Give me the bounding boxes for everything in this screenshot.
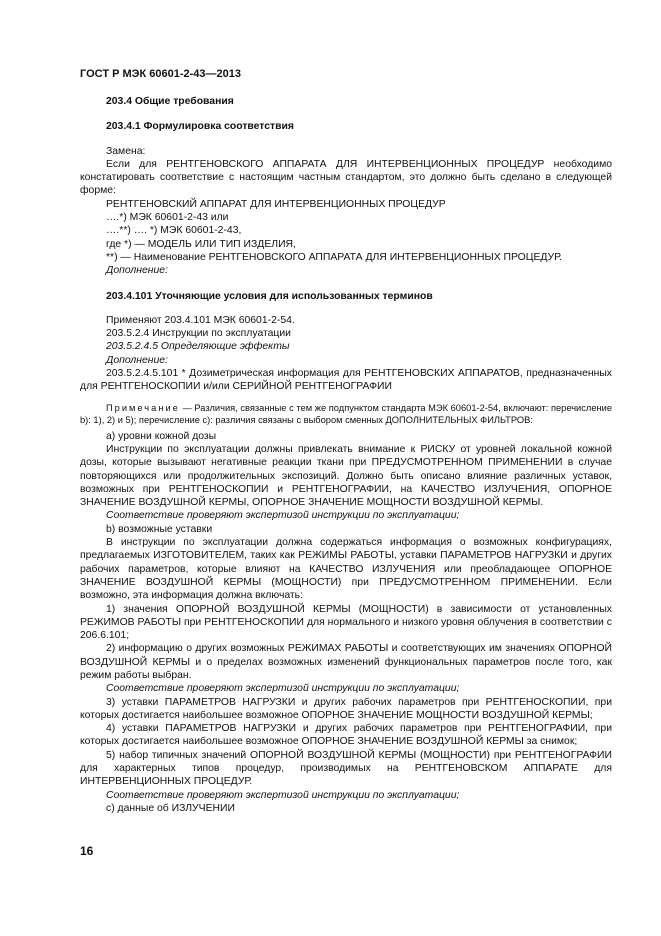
paragraph: Замена: [106,145,146,157]
heading-203-4-1: 203.4.1 Формулировка соответствия [106,121,294,133]
sub-list-item: 5) набор типичных значений ОПОРНОЙ ВОЗДУШНОЙ КЕРМЫ (МОЩНОСТИ) при РЕНТГЕНОГРАФИИ для характерных типов процедур, производимых на РЕНТГЕНОВСКОМ АППАРАТЕ для ИНТЕРВЕНЦИОННЫХ ПРОЦЕДУР. [80,749,612,788]
paragraph: ….*) МЭК 60601-2-43 или [106,212,229,224]
paragraph: 203.5.2.4 Инструкции по эксплуатации [106,328,291,340]
page-body [80,95,612,815]
running-header: ГОСТ Р МЭК 60601-2-43—2013 [80,68,241,80]
paragraph: РЕНТГЕНОВСКИЙ АППАРАТ ДЛЯ ИНТЕРВЕНЦИОННЫХ ПРОЦЕДУР [106,198,446,210]
list-item-title: а) уровни кожной дозы [106,430,217,442]
paragraph-italic: Дополнение: [106,265,168,277]
paragraph: **) — Наименование РЕНТГЕНОВСКОГО АППАРАТА ДЛЯ ИНТЕРВЕНЦИОННЫХ ПРОЦЕДУР. [106,251,562,263]
paragraph: Инструкции по эксплуатации должны привлекать внимание к РИСКУ от уровней локальной кожной дозы, которые вызывают негативные реакции ткани при ПРЕДУСМОТРЕННОМ ПРИМЕНЕНИИ в случае повторяющихся или продолжительных экспозиций. Должно быть описано влияние различных уставок, возможных при РЕНТГЕНОСКОПИИ и РЕНТГЕНОГРАФИИ, на КАЧЕСТВО ИЗЛУЧЕНИЯ, ОПОРНОЕ ЗНАЧЕНИЕ ВОЗДУШНОЙ КЕРМЫ, ОПОРНОЕ ЗНАЧЕНИЕ МОЩНОСТИ ВОЗДУШНОЙ КЕРМЫ. [80,443,612,509]
paragraph: Если для РЕНТГЕНОВСКОГО АППАРАТА ДЛЯ ИНТЕРВЕНЦИОННЫХ ПРОЦЕДУР необходимо констатировать соответствие с настоящим частным стандартом, это должно быть сделано в следующей форме: [80,158,612,197]
heading-203-4: 203.4 Общие требования [106,96,234,107]
sub-list-item: 3) уставки ПАРАМЕТРОВ НАГРУЗКИ и других рабочих параметров при РЕНТГЕНОСКОПИИ, при которых достигается наибольшее возможное ОПОРНОЕ ЗНАЧЕНИЕ МОЩНОСТИ ВОЗДУШНОЙ КЕРМЫ; [80,696,612,721]
page-number: 16 [80,844,94,858]
compliance-note: Соответствие проверяют экспертизой инструкции по эксплуатации; [106,789,460,801]
paragraph: В инструкции по эксплуатации должна содержаться информация о возможных конфигурациях, предлагаемых ИЗГОТОВИТЕЛЕМ, таких как РЕЖИМЫ РАБОТЫ, уставки ПАРАМЕТРОВ НАГРУЗКИ и других рабочих параметров, которые влияют на КАЧЕСТВО ИЗЛУЧЕНИЯ или преобладающее ОПОРНОЕ ЗНАЧЕНИЕ ВОЗДУШНОЙ КЕРМЫ (МОЩНОСТИ) при ПРЕДУСМОТРЕННОМ ПРИМЕНЕНИИ. Если возможно, эта информация должна включать: [80,537,612,602]
paragraph: Применяют 203.4.101 МЭК 60601-2-54. [106,314,295,326]
note [80,402,612,426]
sub-list-item: 1) значения ОПОРНОЙ ВОЗДУШНОЙ КЕРМЫ (МОЩНОСТИ) в зависимости от установленных РЕЖИМОВ РАБОТЫ при РЕНТГЕНОСКОПИИ для нормального и низкого уровня облучения в соответствии с 206.6.101; [80,603,612,642]
compliance-note: Соответствие проверяют экспертизой инструкции по эксплуатации; [106,510,460,522]
sub-list-item: 4) уставки ПАРАМЕТРОВ НАГРУЗКИ и других рабочих параметров при РЕНТГЕНОГРАФИИ, при которых достигается наибольшее возможное ОПОРНОЕ ЗНАЧЕНИЕ ВОЗДУШНОЙ КЕРМЫ за снимок; [80,723,612,748]
paragraph: 203.5.2.4.5.101 * Дозиметрическая информация для РЕНТГЕНОВСКИХ АППАРАТОВ, предназначенных для РЕНТГЕНОСКОПИИ и/или СЕРИЙНОЙ РЕНТГЕНОГРАФИИ [80,368,612,393]
note-label: Примечание [106,402,180,413]
list-item-title: c) данные об ИЗЛУЧЕНИИ [106,802,235,814]
paragraph: ….**) …. *) МЭК 60601-2-43, [106,225,242,237]
note-text: — Различия, связанные с тем же подпунктом стандарта МЭК 60601-2-54, включают: перечисление b): 1), 2) и 5); перечисление c): различия связаны с выбором сменных ДОПОЛНИТЕЛЬНЫХ ФИЛЬТРОВ: [80,402,612,425]
paragraph-italic: Дополнение: [106,354,168,366]
list-item-title: b) возможные уставки [106,523,213,535]
compliance-note: Соответствие проверяют экспертизой инструкции по эксплуатации; [106,683,460,695]
paragraph-italic: 203.5.2.4.5 Определяющие эффекты [106,341,290,353]
sub-list-item: 2) информацию о других возможных РЕЖИМАХ РАБОТЫ и соответствующих им значениях ОПОРНОЙ ВОЗДУШНОЙ КЕРМЫ и о пределах возможных изменений функциональных параметров после того, как режим работы выбран. [80,643,612,681]
paragraph: где *) — МОДЕЛЬ ИЛИ ТИП ИЗДЕЛИЯ, [106,238,296,250]
heading-203-4-101: 203.4.101 Уточняющие условия для использованных терминов [106,290,433,302]
